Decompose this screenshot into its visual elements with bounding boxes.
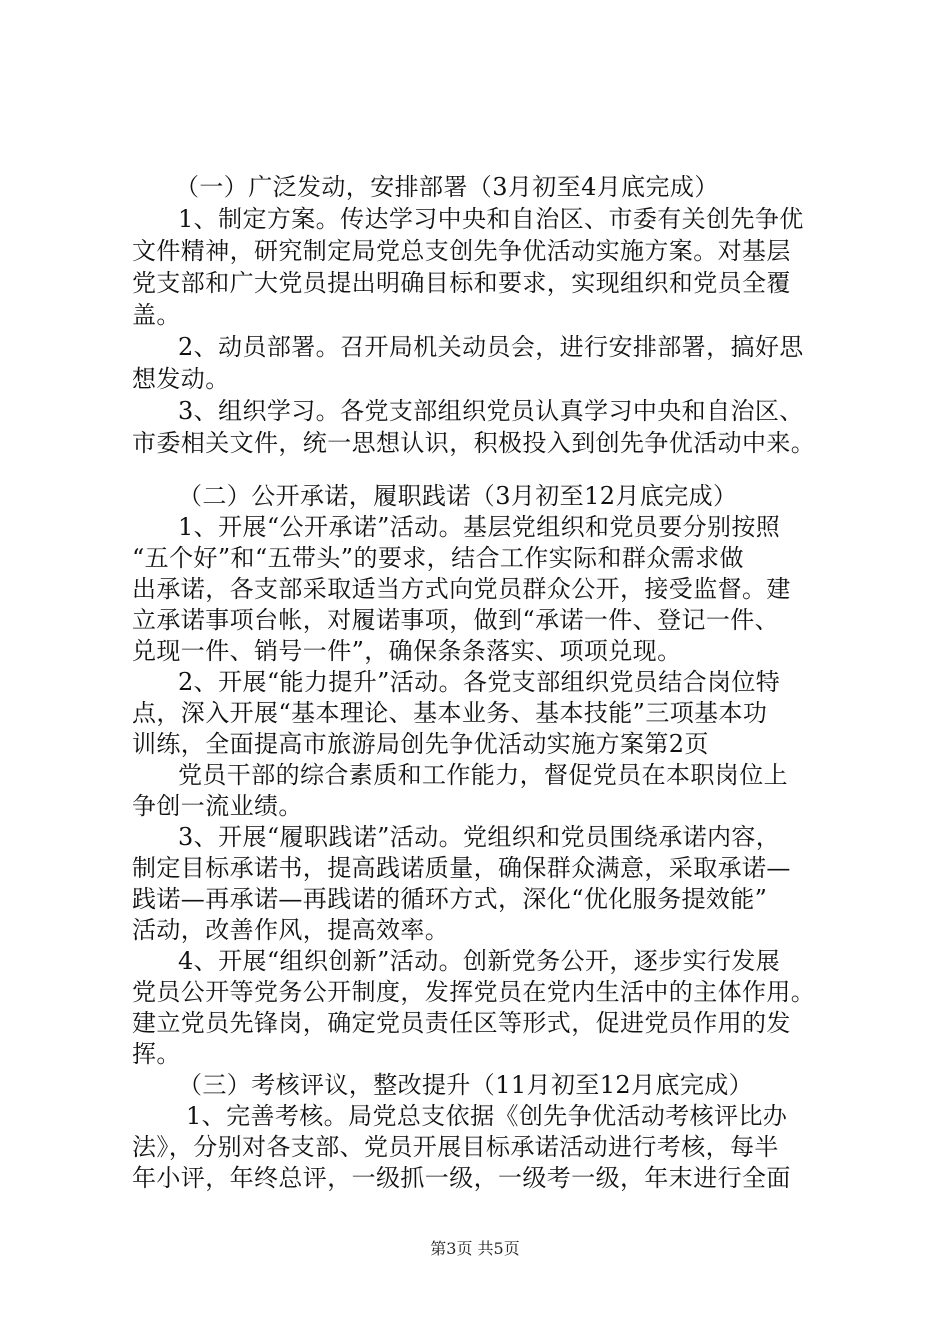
text-line-14: 立承诺事项台帐，对履诺事项，做到“承诺一件、登记一件、 — [132, 606, 780, 634]
text-line-6: 2、动员部署。召开局机关动员会，进行安排部署，搞好思 — [178, 333, 804, 361]
text-line-28: 挥。 — [132, 1040, 181, 1068]
text-line-12: “五个好”和“五带头”的要求，结合工作实际和群众需求做 — [132, 544, 744, 572]
text-line-15: 兑现一件、销号一件”，确保条条落实、项项兑现。 — [132, 637, 682, 665]
text-line-11: 1、开展“公开承诺”活动。基层党组织和党员要分别按照 — [178, 513, 781, 541]
text-line-26: 党员公开等党务公开制度，发挥党员在党内生活中的主体作用。 — [132, 978, 816, 1006]
text-line-24: 活动，改善作风，提高效率。 — [132, 916, 450, 944]
text-line-30: 1、完善考核。局党总支依据《创先争优活动考核评比办 — [186, 1102, 788, 1130]
text-line-9: 市委相关文件，统一思想认识，积极投入到创先争优活动中来。 — [132, 429, 816, 457]
text-line-18: 训练，全面提高市旅游局创先争优活动实施方案第2页 — [132, 730, 709, 758]
text-line-16: 2、开展“能力提升”活动。各党支部组织党员结合岗位特 — [178, 668, 781, 696]
text-line-21: 3、开展“履职践诺”活动。党组织和党员围绕承诺内容， — [178, 823, 781, 851]
text-line-17: 点，深入开展“基本理论、基本业务、基本技能”三项基本功 — [132, 699, 768, 727]
text-line-8: 3、组织学习。各党支部组织党员认真学习中央和自治区、 — [178, 397, 804, 425]
text-line-10: （二）公开承诺，履职践诺（3月初至12月底完成） — [178, 482, 738, 510]
text-line-23: 践诺—再承诺—再践诺的循环方式，深化“优化服务提效能” — [132, 885, 768, 913]
page-footer: 第3页 共5页 — [430, 1239, 520, 1258]
text-line-3: 文件精神，研究制定局党总支创先争优活动实施方案。对基层 — [132, 237, 791, 265]
text-line-1: （一）广泛发动，安排部署（3月初至4月底完成） — [175, 173, 719, 201]
text-line-31: 法》，分别对各支部、党员开展目标承诺活动进行考核，每半 — [132, 1133, 779, 1161]
text-line-4: 党支部和广大党员提出明确目标和要求，实现组织和党员全覆 — [132, 269, 791, 297]
text-line-19: 党员干部的综合素质和工作能力，督促党员在本职岗位上 — [178, 761, 788, 789]
text-line-20: 争创一流业绩。 — [132, 792, 303, 820]
text-line-25: 4、开展“组织创新”活动。创新党务公开，逐步实行发展 — [178, 947, 781, 975]
text-line-27: 建立党员先锋岗，确定党员责任区等形式，促进党员作用的发 — [132, 1009, 791, 1037]
text-line-5: 盖。 — [132, 301, 181, 329]
text-line-13: 出承诺，各支部采取适当方式向党员群众公开，接受监督。建 — [132, 575, 791, 603]
text-line-29: （三）考核评议，整改提升（11月初至12月底完成） — [178, 1071, 754, 1099]
text-line-22: 制定目标承诺书，提高践诺质量，确保群众满意，采取承诺— — [132, 854, 791, 882]
text-line-2: 1、制定方案。传达学习中央和自治区、市委有关创先争优 — [178, 205, 804, 233]
text-line-32: 年小评，年终总评，一级抓一级，一级考一级，年末进行全面 — [132, 1164, 791, 1192]
text-line-7: 想发动。 — [132, 365, 230, 393]
